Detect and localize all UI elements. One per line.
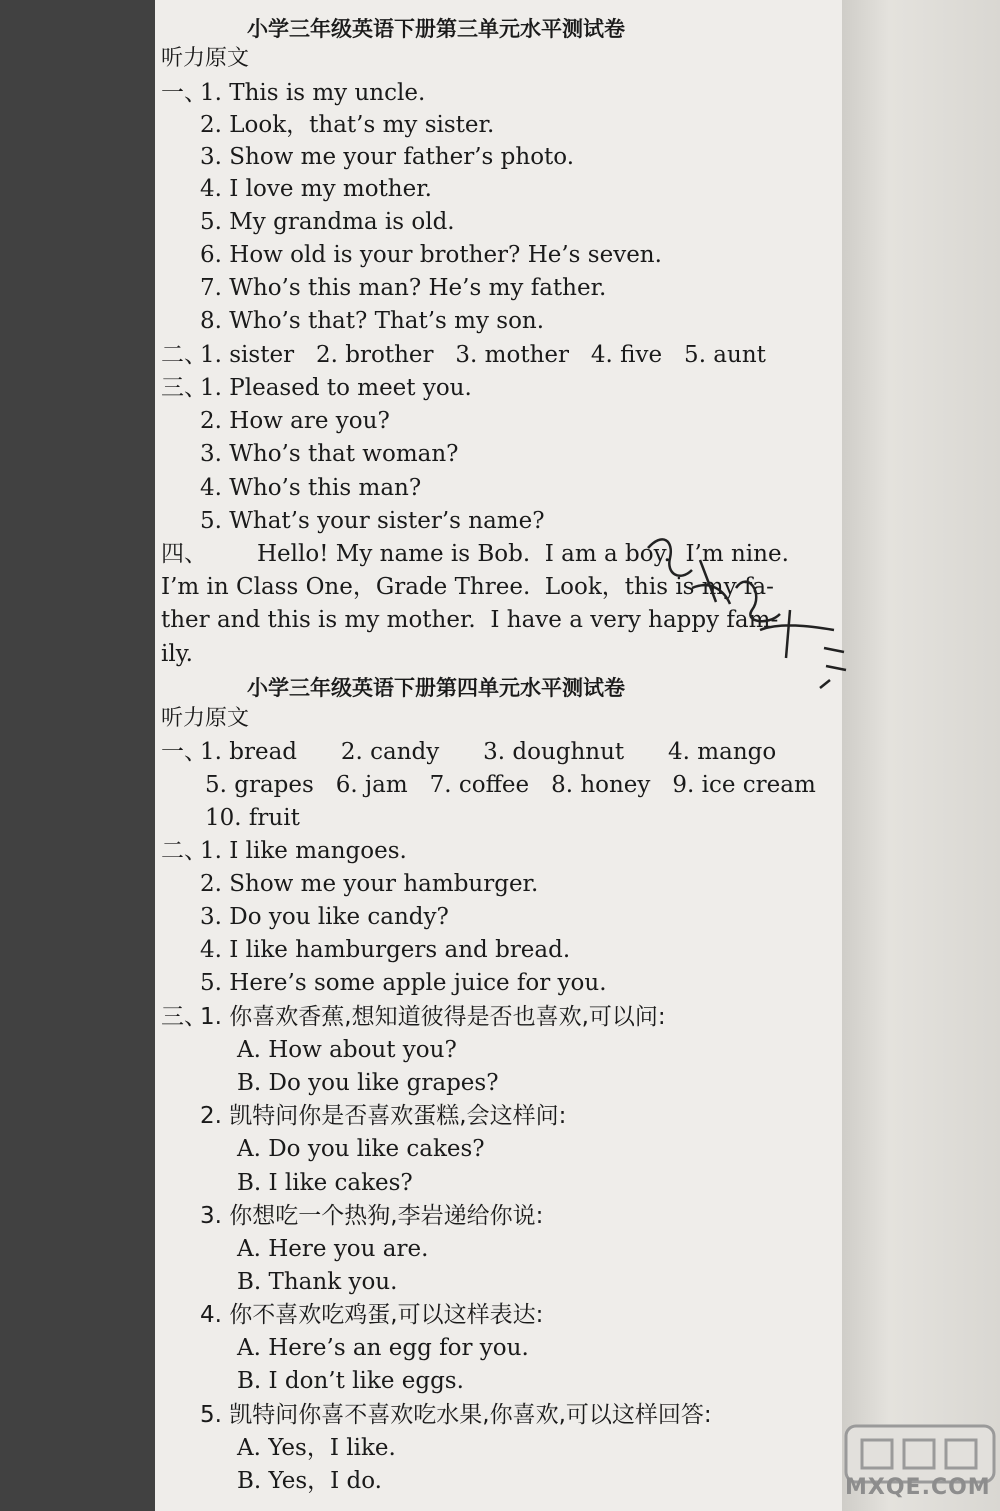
unit4-s2-item: 5. Here’s some apple juice for you. xyxy=(200,970,607,996)
unit3-s1-item: 4. I love my mother. xyxy=(200,176,432,202)
unit4-s3-option-b: B. Do you like grapes? xyxy=(237,1070,499,1096)
unit4-s2-label: 二、 xyxy=(161,838,207,864)
unit3-s3-item: 3. Who’s that woman? xyxy=(200,441,459,467)
unit3-title: 小学三年级英语下册第三单元水平测试卷 xyxy=(247,17,625,41)
pen-scribble-icon xyxy=(640,530,850,690)
unit4-s1-label: 一、 xyxy=(161,739,207,765)
unit4-s3-option-b: B. I don’t like eggs. xyxy=(237,1368,464,1394)
unit3-s3-label: 三、 xyxy=(161,375,207,401)
unit4-s3-question: 3. 你想吃一个热狗,李岩递给你说: xyxy=(200,1203,544,1229)
unit4-s3-option-a: A. How about you? xyxy=(237,1037,457,1063)
watermark-text: MXQE.COM xyxy=(845,1475,991,1500)
unit3-s4-line: ther and this is my mother. I have a very happy fam- xyxy=(161,607,779,633)
unit4-s3-question: 4. 你不喜欢吃鸡蛋,可以这样表达: xyxy=(200,1302,544,1328)
unit3-s1-item: 8. Who’s that? That’s my son. xyxy=(200,308,545,334)
unit3-s3-item: 4. Who’s this man? xyxy=(200,475,422,501)
unit4-s3-option-b: B. Thank you. xyxy=(237,1269,398,1295)
unit4-s3-option-a: A. Here you are. xyxy=(237,1236,429,1262)
unit4-s2-item: 4. I like hamburgers and bread. xyxy=(200,937,571,963)
unit4-s3-option-b: B. I like cakes? xyxy=(237,1170,413,1196)
unit3-s1-item: 3. Show me your father’s photo. xyxy=(200,144,575,170)
unit4-s3-label: 三、 xyxy=(161,1004,207,1030)
unit3-s3-item: 2. How are you? xyxy=(200,408,390,434)
unit3-s1-item: 1. This is my uncle. xyxy=(200,80,426,106)
unit4-s3-question: 1. 你喜欢香蕉,想知道彼得是否也喜欢,可以问: xyxy=(200,1004,666,1030)
unit4-s1-line: 1. bread 2. candy 3. doughnut 4. mango xyxy=(200,739,777,765)
scan-left-margin xyxy=(0,0,155,1511)
unit3-s1-item: 7. Who’s this man? He’s my father. xyxy=(200,275,607,301)
unit3-s1-item: 6. How old is your brother? He’s seven. xyxy=(200,242,662,268)
unit4-s3-option-a: A. Yes，I like. xyxy=(237,1435,396,1461)
unit4-subtitle: 听力原文 xyxy=(161,706,250,731)
unit3-s4-line: ily. xyxy=(161,641,193,667)
unit4-title: 小学三年级英语下册第四单元水平测试卷 xyxy=(247,676,625,700)
unit4-s2-item: 2. Show me your hamburger. xyxy=(200,871,539,897)
unit3-s2-label: 二、 xyxy=(161,342,207,368)
unit3-s1-item: 5. My grandma is old. xyxy=(200,209,455,235)
unit4-s3-question: 2. 凯特问你是否喜欢蛋糕,会这样问: xyxy=(200,1103,567,1129)
unit4-s3-question: 5. 凯特问你喜不喜欢吃水果,你喜欢,可以这样回答: xyxy=(200,1402,712,1428)
unit4-s3-option-a: A. Here’s an egg for you. xyxy=(237,1335,529,1361)
unit3-s4-label: 四、 xyxy=(161,541,207,567)
unit3-s4-line: I’m in Class One，Grade Three. Look，this is my fa- xyxy=(161,574,774,600)
unit4-s1-line: 10. fruit xyxy=(205,805,300,831)
scan-right-margin xyxy=(842,0,1000,1511)
answer-page xyxy=(155,0,842,1511)
unit4-s3-option-a: A. Do you like cakes? xyxy=(237,1136,485,1162)
unit3-s3-item: 5. What’s your sister’s name? xyxy=(200,508,545,534)
unit4-s2-item: 1. I like mangoes. xyxy=(200,838,407,864)
unit3-s3-item: 1. Pleased to meet you. xyxy=(200,375,472,401)
unit4-s1-line: 5. grapes 6. jam 7. coffee 8. honey 9. ice cream xyxy=(205,772,816,798)
unit4-s3-option-b: B. Yes，I do. xyxy=(237,1468,382,1494)
unit4-s2-item: 3. Do you like candy? xyxy=(200,904,449,930)
unit3-s1-label: 一、 xyxy=(161,80,207,106)
unit3-s4-line: Hello! My name is Bob. I am a boy. I’m nine. xyxy=(257,541,789,567)
unit3-s2-line: 1. sister 2. brother 3. mother 4. five 5. aunt xyxy=(200,342,766,368)
unit3-subtitle: 听力原文 xyxy=(161,46,250,71)
unit3-s1-item: 2. Look，that’s my sister. xyxy=(200,112,495,138)
